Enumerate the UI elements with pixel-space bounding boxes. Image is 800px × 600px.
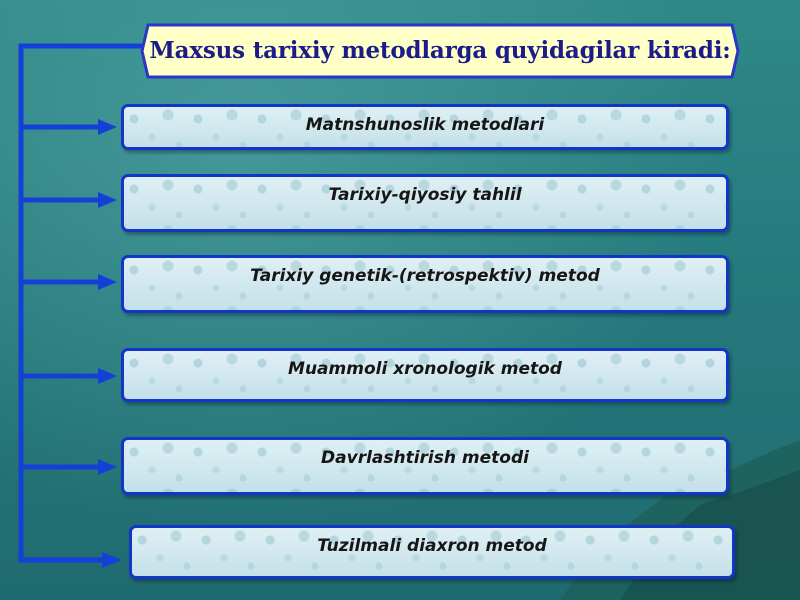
method-box-tarixiy-qiyosiy	[121, 174, 729, 232]
method-box-davrlashtirish	[121, 437, 729, 495]
arrow-icon	[98, 274, 117, 290]
arrow-icon	[98, 368, 117, 384]
method-label: Matnshunoslik metodlari	[305, 115, 545, 135]
arrow-icon	[98, 192, 117, 208]
method-label: Muammoli xronologik metod	[288, 359, 562, 379]
method-label: Tarixiy-qiyosiy tahlil	[328, 185, 522, 205]
method-label: Davrlashtirish metodi	[321, 448, 529, 468]
method-box-tarixiy-genetik	[121, 255, 729, 313]
method-box-muammoli-xronologik	[121, 348, 729, 402]
page-title: Maxsus tarixiy metodlarga quyidagilar kiradi:	[149, 37, 731, 64]
title-banner	[140, 22, 740, 80]
method-label: Tuzilmali diaxron metod	[317, 536, 547, 556]
method-box-matnshunoslik	[121, 104, 729, 150]
method-box-tuzilmali-diaxron	[129, 525, 735, 579]
arrow-icon	[98, 459, 117, 475]
method-label: Tarixiy genetik-(retrospektiv) metod	[250, 266, 600, 286]
arrow-icon	[98, 119, 117, 135]
arrow-icon	[102, 552, 122, 568]
